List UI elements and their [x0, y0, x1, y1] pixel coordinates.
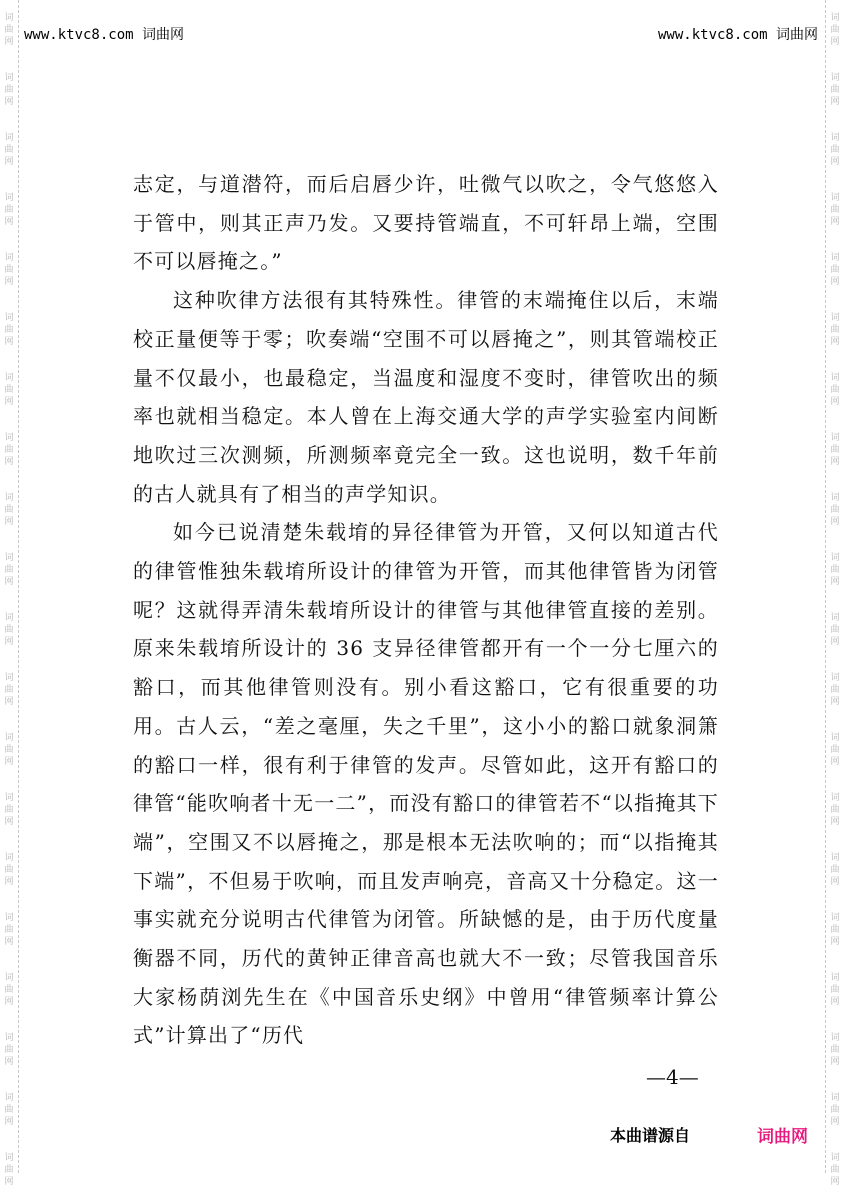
watermark-glyph: 曲	[830, 1165, 840, 1175]
watermark-glyph: 词	[4, 313, 14, 323]
watermark-glyph: 网	[4, 637, 14, 647]
watermark-group	[4, 120, 13, 180]
watermark-glyph: 词	[4, 1153, 14, 1163]
watermark-glyph: 网	[830, 397, 840, 407]
watermark-glyph: 曲	[830, 325, 840, 335]
watermark-group	[4, 540, 13, 600]
watermark-glyph: 网	[4, 817, 14, 827]
watermark-group	[830, 180, 839, 240]
watermark-group	[830, 840, 839, 900]
watermark-glyph: 曲	[4, 205, 14, 215]
watermark-group	[4, 1080, 13, 1140]
watermark-glyph: 曲	[830, 385, 840, 395]
watermark-glyph: 网	[4, 157, 14, 167]
watermark-glyph: 曲	[4, 385, 14, 395]
watermark-glyph: 曲	[830, 445, 840, 455]
watermark-glyph: 词	[830, 853, 840, 863]
watermark-group	[4, 420, 13, 480]
watermark-glyph: 网	[4, 937, 14, 947]
watermark-glyph: 网	[4, 1177, 14, 1187]
watermark-group	[830, 900, 839, 960]
watermark-glyph: 网	[830, 1177, 840, 1187]
watermark-group	[830, 600, 839, 660]
watermark-glyph: 曲	[4, 85, 14, 95]
watermark-glyph: 词	[830, 493, 840, 503]
watermark-glyph: 网	[830, 517, 840, 527]
watermark-glyph: 词	[830, 733, 840, 743]
watermark-group	[830, 1080, 839, 1140]
watermark-glyph: 网	[4, 1057, 14, 1067]
watermark-glyph: 网	[830, 1057, 840, 1067]
watermark-glyph: 网	[830, 637, 840, 647]
watermark-glyph: 词	[4, 613, 14, 623]
watermark-glyph: 曲	[4, 625, 14, 635]
watermark-glyph: 词	[830, 613, 840, 623]
watermark-group	[830, 960, 839, 1020]
watermark-glyph: 曲	[4, 685, 14, 695]
watermark-glyph: 曲	[830, 1045, 840, 1055]
watermark-group	[830, 300, 839, 360]
left-watermark-strip	[0, 0, 19, 1187]
watermark-glyph: 词	[4, 13, 14, 23]
watermark-glyph: 词	[4, 433, 14, 443]
watermark-glyph: 词	[830, 673, 840, 683]
watermark-glyph: 曲	[4, 865, 14, 875]
watermark-glyph: 网	[830, 877, 840, 887]
watermark-glyph: 曲	[4, 985, 14, 995]
watermark-group	[830, 360, 839, 420]
watermark-group	[4, 480, 13, 540]
watermark-glyph: 词	[830, 1093, 840, 1103]
watermark-glyph: 词	[4, 193, 14, 203]
watermark-group	[4, 360, 13, 420]
watermark-glyph: 曲	[4, 1045, 14, 1055]
watermark-glyph: 曲	[4, 325, 14, 335]
watermark-group	[830, 660, 839, 720]
watermark-glyph: 词	[4, 253, 14, 263]
watermark-glyph: 网	[830, 817, 840, 827]
watermark-glyph: 词	[4, 973, 14, 983]
header-url-left: www.ktvc8.com 词曲网	[24, 27, 185, 43]
paragraph-continuation: 志定，与道潜符，而后启唇少许，吐微气以吹之，令气悠悠入于管中，则其正声乃发。又要持管端直，不可轩昂上端，空围不可以唇掩之。”	[133, 172, 719, 274]
watermark-group	[4, 840, 13, 900]
watermark-glyph: 词	[830, 373, 840, 383]
watermark-glyph: 网	[830, 457, 840, 467]
watermark-group	[4, 0, 13, 60]
watermark-glyph: 词	[830, 193, 840, 203]
watermark-glyph: 曲	[830, 985, 840, 995]
watermark-glyph: 词	[4, 913, 14, 923]
watermark-glyph: 网	[830, 577, 840, 587]
watermark-group	[4, 1140, 13, 1200]
watermark-glyph: 网	[830, 997, 840, 1007]
watermark-glyph: 词	[830, 913, 840, 923]
footer-brand-link[interactable]: 词曲网	[757, 1127, 808, 1147]
watermark-group	[4, 180, 13, 240]
watermark-group	[4, 720, 13, 780]
paragraph-blowing-method: 这种吹律方法很有其特殊性。律管的末端掩住以后，末端校正量便等于零；吹奏端“空围不可以唇掩之”，则其管端校正量不仅最小，也最稳定，当温度和湿度不变时，律管吹出的频率也就相当稳定。本人曾在上海交通大学的声学实验室内间断地吹过三次测频，所测频率竟完全一致。这也说明，数千年前的古人就具有了相当的声学知识。	[133, 288, 719, 506]
watermark-glyph: 曲	[830, 685, 840, 695]
watermark-glyph: 网	[830, 697, 840, 707]
watermark-glyph: 词	[830, 1153, 840, 1163]
watermark-group	[4, 1020, 13, 1080]
watermark-glyph: 网	[4, 877, 14, 887]
watermark-glyph: 词	[830, 433, 840, 443]
watermark-glyph: 网	[4, 217, 14, 227]
watermark-glyph: 词	[4, 733, 14, 743]
watermark-glyph: 曲	[4, 505, 14, 515]
watermark-glyph: 曲	[4, 1105, 14, 1115]
watermark-glyph: 曲	[830, 205, 840, 215]
watermark-glyph: 词	[4, 793, 14, 803]
watermark-glyph: 网	[4, 1117, 14, 1127]
watermark-group	[4, 240, 13, 300]
watermark-glyph: 曲	[830, 805, 840, 815]
watermark-glyph: 网	[830, 937, 840, 947]
watermark-group	[4, 960, 13, 1020]
header-url-right: www.ktvc8.com 词曲网	[658, 27, 819, 43]
watermark-glyph: 曲	[4, 145, 14, 155]
watermark-glyph: 词	[4, 553, 14, 563]
watermark-glyph: 词	[4, 673, 14, 683]
watermark-glyph: 词	[830, 973, 840, 983]
watermark-glyph: 词	[4, 1033, 14, 1043]
watermark-group	[4, 600, 13, 660]
watermark-group	[830, 540, 839, 600]
watermark-glyph: 网	[4, 397, 14, 407]
watermark-group	[830, 780, 839, 840]
watermark-glyph: 词	[830, 253, 840, 263]
watermark-group	[4, 660, 13, 720]
watermark-group	[830, 1140, 839, 1200]
watermark-glyph: 网	[830, 277, 840, 287]
watermark-glyph: 网	[830, 37, 840, 47]
watermark-group	[830, 720, 839, 780]
watermark-glyph: 网	[4, 337, 14, 347]
watermark-glyph: 曲	[830, 145, 840, 155]
watermark-glyph: 词	[830, 1033, 840, 1043]
watermark-group	[4, 780, 13, 840]
watermark-group	[4, 900, 13, 960]
watermark-glyph: 曲	[830, 85, 840, 95]
watermark-glyph: 网	[830, 157, 840, 167]
watermark-glyph: 网	[4, 457, 14, 467]
watermark-glyph: 词	[830, 133, 840, 143]
watermark-glyph: 曲	[4, 565, 14, 575]
watermark-glyph: 曲	[830, 25, 840, 35]
watermark-group	[830, 240, 839, 300]
watermark-glyph: 网	[830, 757, 840, 767]
watermark-glyph: 网	[4, 517, 14, 527]
watermark-glyph: 网	[4, 37, 14, 47]
watermark-glyph: 曲	[830, 265, 840, 275]
paragraph-open-pipe: 如今已说清楚朱载堉的异径律管为开管，又何以知道古代的律管惟独朱载堉所设计的律管为开管，而其他律管皆为闭管呢？这就得弄清朱载堉所设计的律管与其他律管直接的差别。原来朱载堉所设计的 36 支异径律管都开有一个一分七厘六的豁口，而其他律管则没有。别小看这豁口，它有很重要的功用。古人云，“差之毫厘，失之千里”，这小小的豁口就象洞箫的豁口一样，很有利于律管的发声。尽管如此，这开有豁口的律管“能吹响者十无一二”，而没有豁口的律管若不“以指掩其下端”，空围又不以唇掩之，那是根本无法吹响的；而“以指掩其下端”，不但易于吹响，而且发声响亮，音高又十分稳定。这一事实就充分说明古代律管为闭管。所缺憾的是，由于历代度量衡器不同，历代的黄钟正律音高也就大不一致；尽管我国音乐大家杨荫浏先生在《中国音乐史纲》中曾用“律管频率计算公式”计算出了“历代	[133, 520, 719, 1048]
watermark-glyph: 网	[4, 697, 14, 707]
watermark-glyph: 网	[830, 217, 840, 227]
watermark-glyph: 词	[830, 13, 840, 23]
watermark-glyph: 曲	[4, 805, 14, 815]
footer-source-label: 本曲谱源自	[610, 1126, 691, 1145]
watermark-glyph: 网	[830, 337, 840, 347]
watermark-glyph: 曲	[4, 925, 14, 935]
watermark-glyph: 网	[4, 277, 14, 287]
watermark-glyph: 曲	[830, 1105, 840, 1115]
watermark-glyph: 曲	[4, 25, 14, 35]
right-watermark-strip	[825, 0, 844, 1187]
watermark-glyph: 曲	[4, 265, 14, 275]
watermark-group	[830, 480, 839, 540]
watermark-glyph: 网	[4, 577, 14, 587]
watermark-glyph: 词	[4, 133, 14, 143]
watermark-glyph: 词	[4, 493, 14, 503]
watermark-group	[830, 120, 839, 180]
watermark-glyph: 词	[830, 313, 840, 323]
watermark-group	[830, 1020, 839, 1080]
watermark-glyph: 网	[830, 97, 840, 107]
watermark-glyph: 曲	[4, 1165, 14, 1175]
page-number: —4—	[646, 1065, 699, 1089]
watermark-group	[4, 60, 13, 120]
watermark-glyph: 曲	[830, 925, 840, 935]
watermark-glyph: 曲	[830, 625, 840, 635]
watermark-glyph: 网	[4, 757, 14, 767]
watermark-glyph: 曲	[4, 445, 14, 455]
watermark-glyph: 网	[4, 97, 14, 107]
watermark-glyph: 词	[830, 553, 840, 563]
watermark-group	[830, 0, 839, 60]
watermark-glyph: 网	[4, 997, 14, 1007]
watermark-group	[830, 60, 839, 120]
watermark-glyph: 词	[4, 73, 14, 83]
watermark-glyph: 词	[4, 853, 14, 863]
watermark-glyph: 词	[830, 793, 840, 803]
watermark-glyph: 曲	[830, 565, 840, 575]
watermark-glyph: 曲	[830, 745, 840, 755]
watermark-glyph: 词	[830, 73, 840, 83]
watermark-glyph: 曲	[830, 865, 840, 875]
watermark-glyph: 网	[830, 1117, 840, 1127]
watermark-glyph: 词	[4, 373, 14, 383]
watermark-glyph: 曲	[830, 505, 840, 515]
body-text	[133, 165, 719, 1055]
watermark-glyph: 词	[4, 1093, 14, 1103]
watermark-group	[4, 300, 13, 360]
watermark-group	[830, 420, 839, 480]
watermark-glyph: 曲	[4, 745, 14, 755]
